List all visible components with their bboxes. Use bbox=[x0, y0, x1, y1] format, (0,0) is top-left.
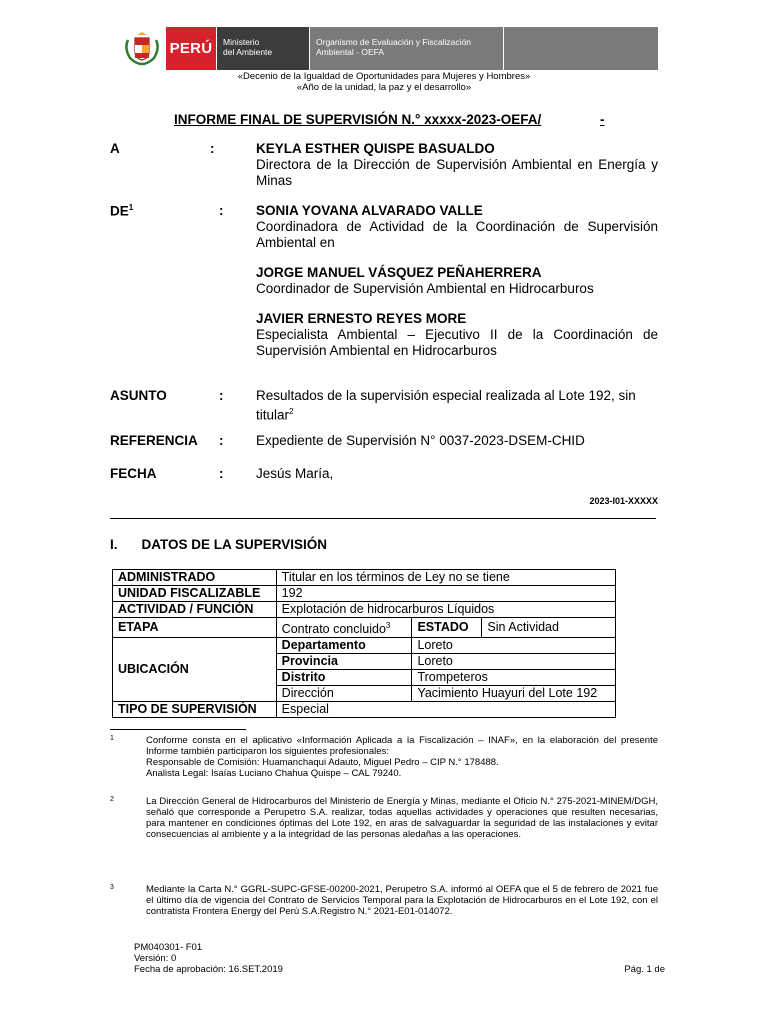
footnote-text: Conforme consta en el aplicativo «Información Aplicada a la Fiscalización – INAF», en la elaboración del presente Informe también participaron los siguientes profesionales: bbox=[146, 735, 658, 757]
footnote-2 bbox=[110, 796, 658, 840]
table-cell: Loreto bbox=[412, 654, 616, 670]
from-label: $DE^1$ bbox=[110, 203, 134, 219]
page-number: Pág. 1 de bbox=[624, 964, 665, 975]
table-subheader-cell: Distrito bbox=[276, 670, 412, 686]
table-cell: Loreto bbox=[412, 638, 616, 654]
table-row bbox=[113, 618, 616, 638]
from-person-2 bbox=[256, 265, 658, 297]
footnote-text: Responsable de Comisión: Huamanchaqui Adauto, Miguel Pedro – CIP N.° 178488. bbox=[146, 757, 499, 768]
subject-colon: : bbox=[219, 388, 224, 403]
document-code: 2023-I01-XXXXX bbox=[589, 496, 658, 506]
table-cell: Yacimiento Huayuri del Lote 192 bbox=[412, 686, 616, 702]
footnote-number: 2 bbox=[110, 796, 114, 803]
footnote-text: Mediante la Carta N.° GGRL-SUPC-GFSE-00200-2021, Perupetro S.A. informó al OEFA que el 5 de febrero de 2021 fue el último día de vigencia del Contrato de Servicios Temporal para la Explotación de Hidrocarburos en el Lote 192, con el contratista Frontera Energy del Perú S.A.Registro N.° 2021-E01-014072. bbox=[146, 884, 658, 917]
table-header-cell: TIPO DE SUPERVISIÓN bbox=[113, 702, 277, 718]
oefa-box bbox=[310, 27, 503, 70]
subject-footnote-ref: 2 bbox=[289, 407, 294, 416]
table-row bbox=[113, 570, 616, 586]
table-row bbox=[113, 586, 616, 602]
page-footer bbox=[134, 942, 283, 975]
table-subheader-cell: Departamento bbox=[276, 638, 412, 654]
footer-code: PM040301- F01 bbox=[134, 942, 203, 953]
footnote-separator bbox=[110, 729, 246, 730]
to-name: KEYLA ESTHER QUISPE BASUALDO bbox=[256, 141, 495, 156]
section-title: DATOS DE LA SUPERVISIÓN bbox=[141, 537, 328, 552]
org-line1: Organismo de Evaluación y Fiscalización bbox=[316, 37, 471, 47]
table-header-cell: ETAPA bbox=[113, 618, 277, 638]
date-colon: : bbox=[219, 466, 224, 481]
footer-version: Versión: 0 bbox=[134, 953, 177, 964]
subject-label: ASUNTO bbox=[110, 388, 167, 403]
footnote-number: 1 bbox=[110, 735, 114, 742]
footnote-text: La Dirección General de Hidrocarburos del Ministerio de Energía y Minas, mediante el Oficio N.° 275-2021-MINEM/DGH, señaló que corresponde a Perupetro S.A. realizar, todas aquellas actividades y operaciones que resulten necesarias, para mantener en condiciones óptimas del Lote 192, en aras de salvaguardar la seguridad de las instalaciones y evitar consecuencias al ambiente y a la integridad de las personas aledañas a las operaciones. bbox=[146, 796, 658, 840]
from-footnote-ref: 1 bbox=[128, 203, 134, 212]
table-row bbox=[113, 638, 616, 654]
from-role: Especialista Ambiental – Ejecutivo II de la Coordinación de Supervisión Ambiental en Hidrocarburos bbox=[256, 327, 658, 358]
header-grey-box bbox=[504, 27, 658, 70]
supervision-table bbox=[112, 569, 616, 718]
from-name: SONIA YOVANA ALVARADO VALLE bbox=[256, 203, 483, 218]
table-cell: Titular en los términos de Ley no se tiene bbox=[276, 570, 615, 586]
table-cell: Contrato concluido$^3$ bbox=[276, 618, 412, 638]
table-header-cell: ESTADO bbox=[412, 618, 482, 638]
table-header-cell: UNIDAD FISCALIZABLE bbox=[113, 586, 277, 602]
footnote-text: Analista Legal: Isaías Luciano Chahua Quispe – CAL 79240. bbox=[146, 768, 402, 779]
table-cell: 192 bbox=[276, 586, 615, 602]
from-name: JAVIER ERNESTO REYES MORE bbox=[256, 311, 467, 326]
section-number: I. bbox=[110, 537, 118, 552]
ministry-box bbox=[217, 27, 309, 70]
table-header-cell: UBICACIÓN bbox=[113, 638, 277, 702]
table-subheader-cell: Provincia bbox=[276, 654, 412, 670]
to-colon: : bbox=[210, 141, 215, 156]
ministry-line2: del Ambiente bbox=[223, 47, 273, 57]
footnote-3 bbox=[110, 884, 658, 917]
reference-label: REFERENCIA bbox=[110, 433, 198, 448]
table-subheader-cell: Dirección bbox=[276, 686, 412, 702]
to-block bbox=[256, 141, 658, 189]
to-label: A bbox=[110, 141, 120, 156]
reference-colon: : bbox=[219, 433, 224, 448]
section-heading bbox=[110, 537, 327, 552]
ministry-line1: Ministerio bbox=[223, 37, 260, 47]
from-person-3 bbox=[256, 311, 658, 359]
date-label: FECHA bbox=[110, 466, 157, 481]
subject-text: Resultados de la supervisión especial realizada al Lote 192, sin titular$^2$ bbox=[256, 388, 636, 423]
divider bbox=[110, 518, 656, 519]
reference-text: Expediente de Supervisión N° 0037-2023-DSEM-CHID bbox=[256, 433, 585, 448]
decree-line1: «Decenio de la Igualdad de Oportunidades para Mujeres y Hombres» bbox=[237, 71, 531, 82]
from-role: Coordinador de Supervisión Ambiental en Hidrocarburos bbox=[256, 281, 594, 296]
footer-approval-date: Fecha de aprobación: 16.SET.2019 bbox=[134, 964, 283, 975]
etapa-footnote-ref: 3 bbox=[385, 621, 391, 630]
footnote-number: 3 bbox=[110, 884, 114, 891]
from-colon: : bbox=[219, 203, 224, 218]
footnote-1 bbox=[110, 735, 658, 779]
to-role: Directora de la Dirección de Supervisión Ambiental en Energía y Minas bbox=[256, 157, 658, 188]
from-name: JORGE MANUEL VÁSQUEZ PEÑAHERRERA bbox=[256, 265, 542, 280]
table-header-cell: ACTIVIDAD / FUNCIÓN bbox=[113, 602, 277, 618]
org-line2: Ambiental - OEFA bbox=[316, 47, 385, 57]
date-text: Jesús María, bbox=[256, 466, 334, 481]
decree-line2: «Año de la unidad, la paz y el desarrollo» bbox=[296, 82, 472, 93]
table-cell: Trompeteros bbox=[412, 670, 616, 686]
table-header-cell: ADMINISTRADO bbox=[113, 570, 277, 586]
peru-logo: PERÚ bbox=[166, 27, 216, 70]
peru-coat-of-arms-icon bbox=[124, 30, 160, 66]
table-row bbox=[113, 602, 616, 618]
report-title: INFORME FINAL DE SUPERVISIÓN N.° xxxxx-2023-OEFA/ bbox=[174, 112, 542, 127]
table-cell: Explotación de hidrocarburos Líquidos bbox=[276, 602, 615, 618]
report-title-dash: - bbox=[600, 112, 605, 127]
table-cell: Sin Actividad bbox=[482, 618, 616, 638]
from-person-1 bbox=[256, 203, 658, 251]
table-row bbox=[113, 702, 616, 718]
from-role: Coordinadora de Actividad de la Coordinación de Supervisión Ambiental en bbox=[256, 219, 658, 250]
table-cell: Especial bbox=[276, 702, 615, 718]
